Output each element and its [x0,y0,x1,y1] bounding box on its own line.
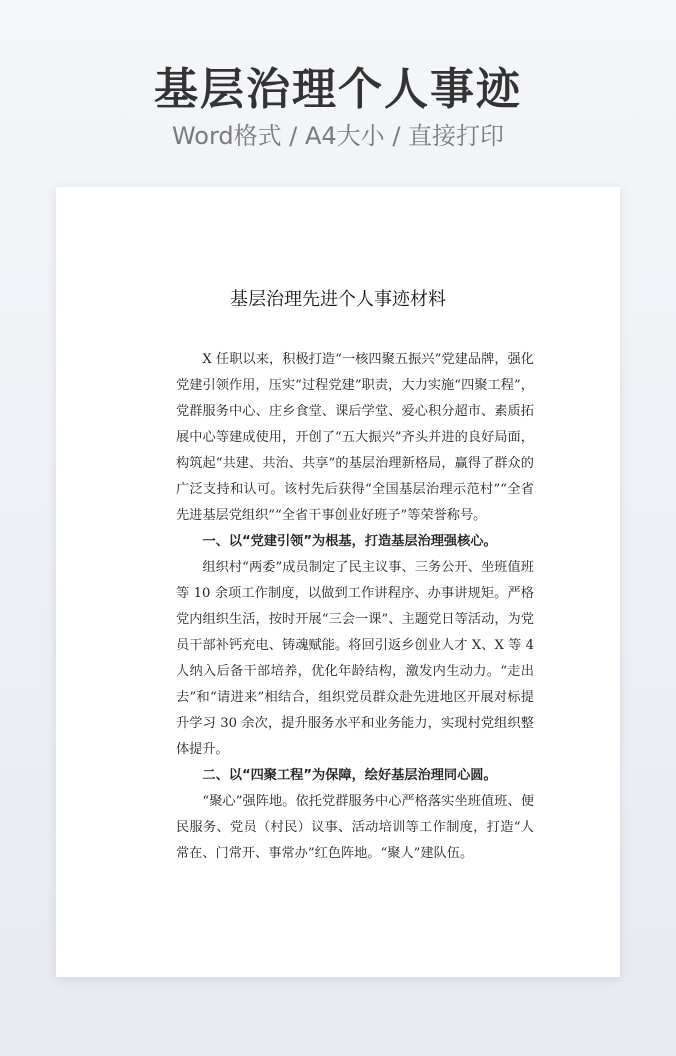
banner-title: 基层治理个人事迹 [154,64,522,115]
section-heading-2: 二、以“四聚工程”为保障，绘好基层治理同心圆。 [202,768,497,783]
banner-subtitle: Word格式 / A4大小 / 直接打印 [171,122,505,150]
paragraph-intro: X 任职以来，积极打造“一核四聚五振兴”党建品牌，强化党建引领作用，压实“过程党建”职责，大力实施“四聚工程”，党群服务中心、庄乡食堂、课后学堂、爱心积分超市、素质拓展中心等建成使用，开创了“五大振兴”齐头并进的良好局面，构筑起“共建、共治、共享”的基层治理新格局，赢得了群众的广泛支持和认可。该村先后获得“全国基层治理示范村”“全省先进基层党组织”“全省干事创业好班子”等荣誉称号。 [176,352,534,523]
paragraph-section-2: “聚心”强阵地。依托党群服务中心严格落实坐班值班、便民服务、党员（村民）议事、活动培训等工作制度，打造“人常在、门常开、事常办”红色阵地。“聚人”建队伍。 [176,794,534,861]
document-body [176,347,534,867]
document-title: 基层治理先进个人事迹材料 [230,289,446,310]
paragraph-section-1: 组织村“两委”成员制定了民主议事、三务公开、坐班值班等 10 余项工作制度，以做到工作讲程序、办事讲规矩。严格党内组织生活，按时开展“三会一课”、主题党日等活动，为党员干部补钙充电、铸魂赋能。将回引返乡创业人才 X、X 等 4 人纳入后备干部培养，优化年龄结构，激发内生动力。“走出去”和“请进来”相结合，组织党员群众赴先进地区开展对标提升学习 30 余次，提升服务水平和业务能力，实现村党组织整体提升。 [176,560,534,757]
document-page [56,187,620,977]
section-heading-1: 一、以“党建引领”为根基，打造基层治理强核心。 [202,534,497,549]
